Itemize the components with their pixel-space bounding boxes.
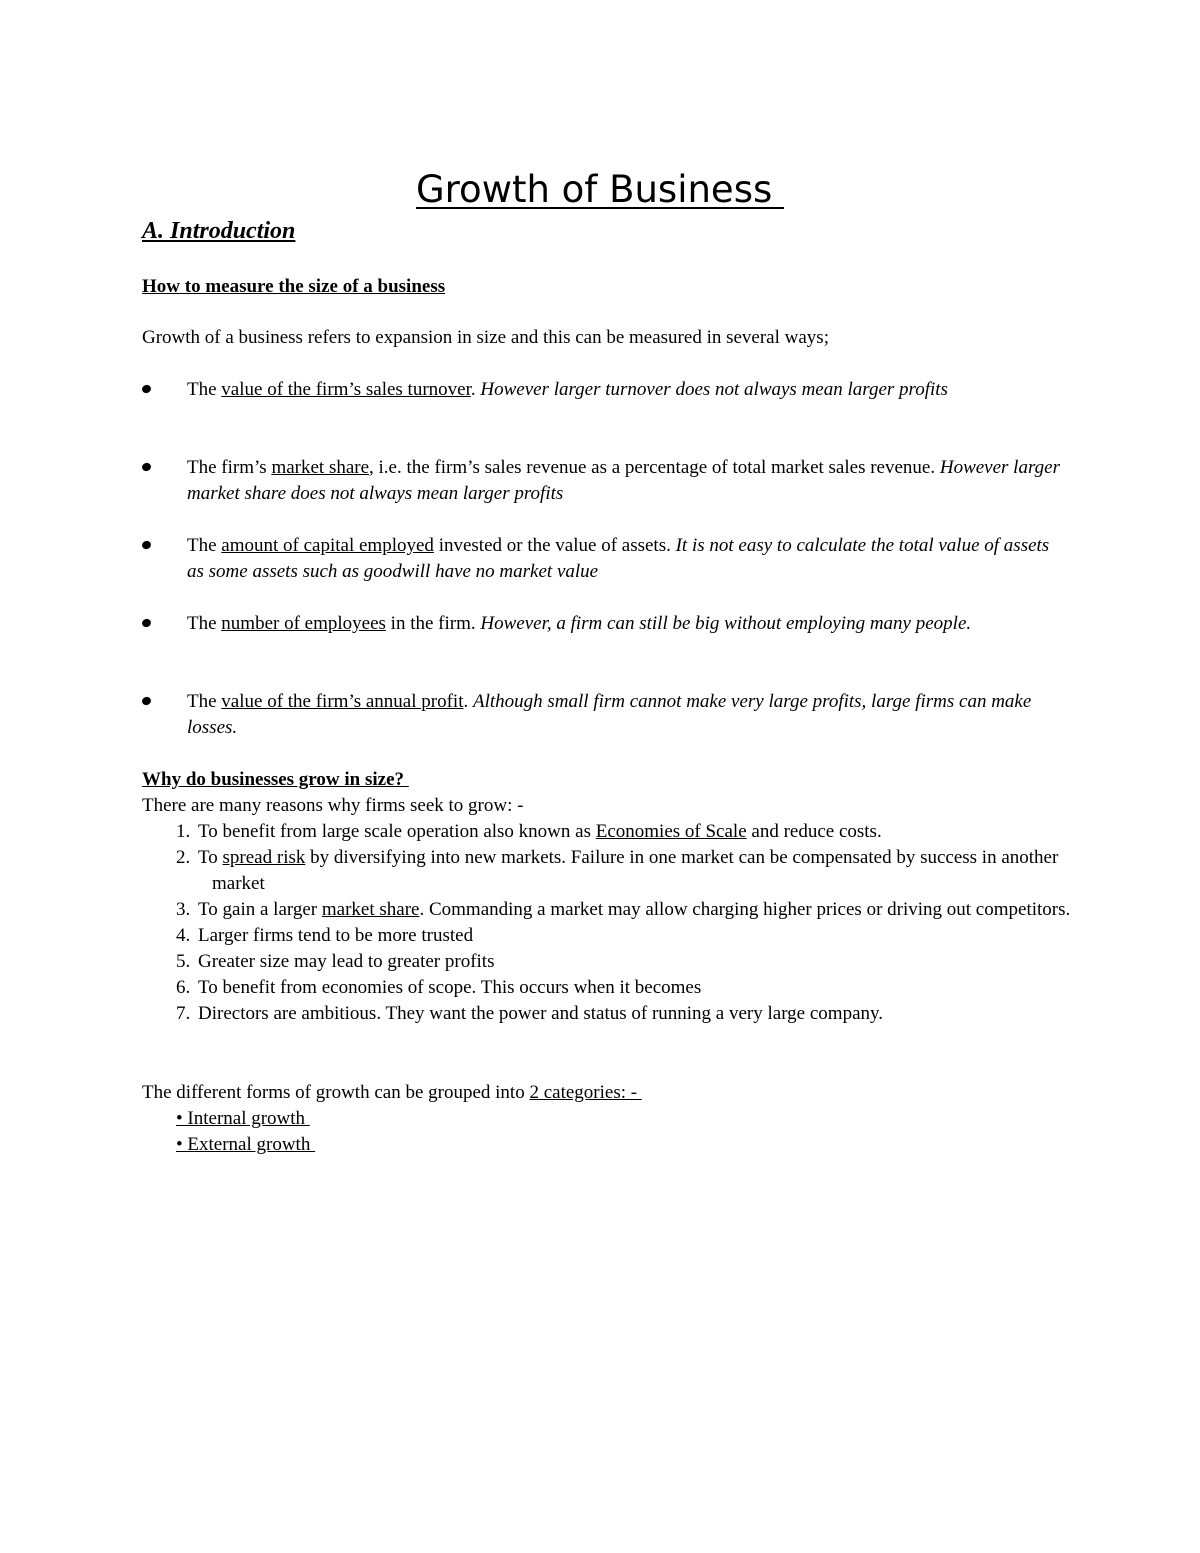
growth-list [176,1106,315,1158]
item-text: The [187,379,222,400]
item-text: , i.e. the firm’s sales revenue as a percentage of total market sales revenue. [369,457,940,478]
reasons-list [176,819,1076,1027]
measure-heading: How to measure the size of a business [142,276,446,297]
list-item [142,689,1062,741]
item-text: . Commanding a market may allow charging higher prices or driving out competitors. [419,899,1071,920]
page-title: Growth of Business [415,168,785,211]
item-number: 2. [176,847,191,868]
section-heading: A. Introduction [142,218,296,244]
item-text: The [187,613,222,634]
list-item [176,975,1076,1001]
item-note: However larger market share does not always mean larger profits [187,457,1060,504]
item-text: Directors are ambitious. They want the power and status of running a very large company. [198,1003,884,1024]
item-text: Larger firms tend to be more trusted [198,925,474,946]
item-text: To gain a larger [198,899,322,920]
forms-key: 2 categories: - [529,1082,642,1103]
list-item-external-growth: • External growth [176,1134,316,1155]
item-text: To benefit from large scale operation also known as [198,821,596,842]
why-heading: Why do businesses grow in size? [142,769,409,790]
item-text: To benefit from economies of scope. This occurs when it becomes [198,977,702,998]
item-key: number of employees [221,613,386,634]
list-item-internal-growth: • Internal growth [176,1108,310,1129]
item-text: in the firm. [385,613,481,634]
item-text: . [463,691,473,712]
list-item [142,533,1062,585]
list-item [176,845,1076,897]
bullet-icon [141,540,152,551]
item-note: Although small firm cannot make very large profits, large firms can make losses. [187,691,1032,738]
item-key: market share [271,457,370,478]
item-text: To [198,847,223,868]
measure-intro: Growth of a business refers to expansion in size and this can be measured in several ways; [142,327,829,348]
item-text: The firm’s [187,457,272,478]
item-key: value of the firm’s sales turnover [221,379,471,400]
item-note: However larger turnover does not always mean larger profits [480,379,948,400]
item-number: 5. [176,951,191,972]
forms-intro-text: The different forms of growth can be grouped into [142,1082,530,1103]
measure-list [142,377,1062,767]
item-text: The [187,691,222,712]
item-text: by diversifying into new markets. Failure in one market can be compensated by success in another market [212,847,1059,894]
item-note: However, a firm can still be big without employing many people. [480,613,972,634]
item-number: 1. [176,821,191,842]
item-key: Economies of Scale [595,821,747,842]
bullet-icon [141,462,152,473]
list-item [176,949,1076,975]
list-item [176,923,1076,949]
item-text: The [187,535,222,556]
item-text: Greater size may lead to greater profits [198,951,495,972]
item-number: 7. [176,1003,191,1024]
bullet-icon [141,384,152,395]
list-item [142,611,1062,663]
item-text: invested or the value of assets. [433,535,676,556]
item-number: 3. [176,899,191,920]
item-text: and reduce costs. [746,821,882,842]
item-key: spread risk [222,847,306,868]
list-item [176,1001,1076,1027]
bullet-icon [141,696,152,707]
list-item [176,897,1076,923]
item-key: amount of capital employed [221,535,434,556]
item-key: market share [321,899,420,920]
forms-intro [142,1080,642,1106]
item-note: It is not easy to calculate the total value of assets as some assets such as goodwill have no market value [187,535,1050,582]
item-number: 4. [176,925,191,946]
list-item [176,819,1076,845]
list-item [142,377,1062,429]
list-item [142,455,1062,507]
why-intro: There are many reasons why firms seek to grow: - [142,795,524,816]
item-text: . [470,379,481,400]
bullet-icon [141,618,152,629]
item-number: 6. [176,977,191,998]
item-key: value of the firm’s annual profit [221,691,464,712]
